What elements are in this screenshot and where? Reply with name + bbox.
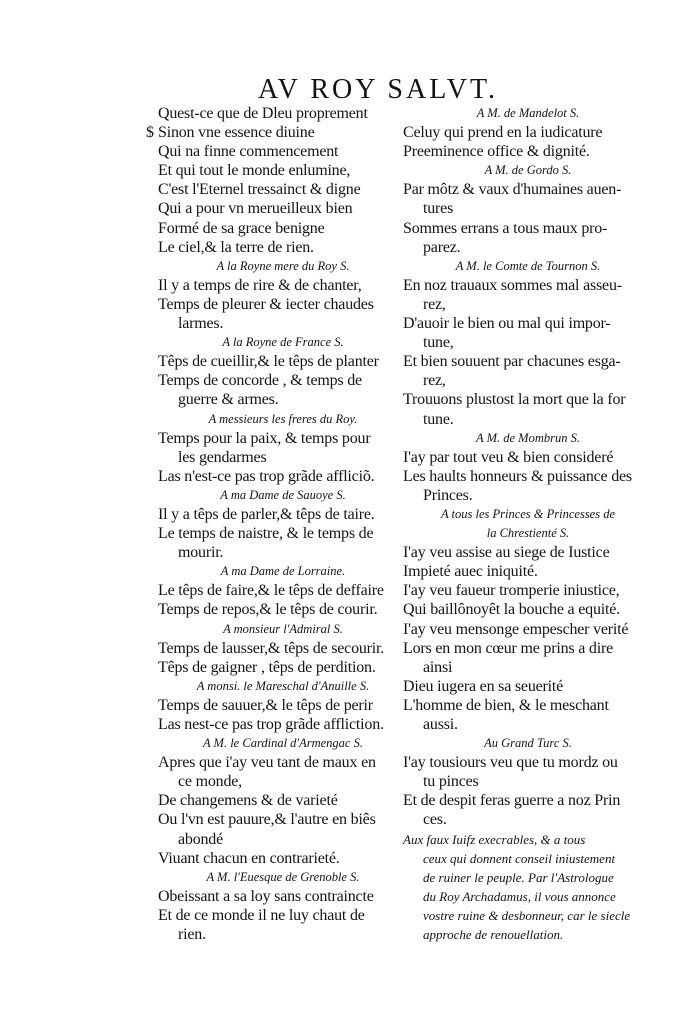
verse-line: Sommes errans a tous maux pro- [403,219,608,237]
verse-line-continued: les gendarmes [178,448,267,466]
verse-line: Il y a temps de rire & de chanter, [158,276,362,294]
verse-line: Le temps de naistre, & le temps de [158,525,374,543]
verse-line: Trouuons plustost la mort que la for [403,391,626,409]
verse-line: En noz trauaux sommes mal asseu- [403,276,622,294]
dedication-heading: A M. de Mombrun S. [476,430,580,445]
verse-line: Temps de concorde , & temps de [158,372,362,390]
verse-line: Par môtz & vaux d'humaines auen- [403,181,622,199]
verse-line: Las nest-ce pas trop grãde affliction. [158,716,384,733]
dedication-heading: A monsieur l'Admiral S. [223,621,343,636]
verse-line-continued: tune, [423,334,454,352]
right-column [403,104,653,944]
verse-line: Temps de sauuer,& le têps de perir [158,696,373,714]
verse-line: Têps de cueillir,& le têps de planter [158,353,379,371]
verse-line: I'ay par tout veu & bien consideré [403,448,614,466]
italic-note-line: approche de renouellation. [423,926,564,942]
dedication-heading: A M. de Gordo S. [484,163,572,178]
verse-line: Formé de sa grace benigne [158,219,325,237]
verse-line-continued: abondé [178,830,224,848]
verse-line: Il y a têps de parler,& têps de taire. [158,505,375,523]
dedication-heading: A M. de Mandelot S. [476,106,580,120]
verse-line: Lors en mon cœur me prins a dire [403,639,613,657]
verse-line: Temps de repos,& le têps de courir. [158,601,378,619]
verse-line: Temps de lausser,& têps de secourir. [158,639,385,657]
margin-mark: $ [146,124,154,141]
verse-line: Qui a pour vn merueilleux bien [158,200,353,218]
verse-line-continued: guerre & armes. [178,391,279,409]
dedication-heading: A ma Dame de Sauoye S. [220,487,346,502]
verse-line: Las n'est-ce pas trop grãde affliciõ. [158,467,375,485]
verse-line-continued: ces. [423,811,447,829]
verse-line: Sinon vne essence diuine [158,124,315,142]
verse-line: Les haults honneurs & puissance des [403,467,632,485]
dedication-heading: A M. le Cardinal d'Armengac S. [203,736,363,751]
verse-line-continued: Princes. [423,486,473,504]
verse-line: Têps de gaigner , têps de perdition. [158,658,376,676]
verse-line-continued: tu pinces [423,773,479,791]
verse-line: Ou l'vn est pauure,& l'autre en biês [158,811,376,829]
verse-line: Dieu iugera en sa seuerité [403,677,564,695]
dedication-heading: A M. le Comte de Tournon S. [455,258,601,273]
verse-line-continued: ce monde, [178,773,242,791]
verse-line-continued: ainsi [423,658,453,676]
verse-line: I'ay veu assise au siege de Iustice [403,544,610,562]
dedication-heading: Au Grand Turc S. [484,736,572,751]
verse-line: L'homme de bien, & le meschant [403,696,609,714]
verse-line: I'ay veu faueur tromperie iniustice, [403,582,620,600]
verse-line: Quest-ce que de Dleu proprement [158,105,368,122]
verse-line: Obeissant a sa loy sans contraincte [158,887,374,905]
dedication-heading: la Chrestienté S. [486,526,570,541]
verse-line-continued: rez, [423,295,446,313]
verse-line: Le têps de faire,& le têps de deffaire [158,582,384,600]
dedication-heading: A tous les Princes & Princesses de [440,506,616,521]
italic-note-line: du Roy Archadamus, il vous annonce [423,888,616,904]
verse-line: Le ciel,& la terre de rien. [158,238,314,256]
verse-line: Qui na finne commencement [158,143,339,161]
verse-line: Viuant chacun en contrarieté. [158,849,340,867]
verse-line-continued: parez. [423,238,461,256]
verse-line: Preeminence office & dignité. [403,143,590,161]
verse-line: Et qui tout le monde enlumine, [158,162,351,180]
dedication-heading: A ma Dame de Lorraine. [220,564,346,579]
verse-line: Et de ce monde il ne luy chaut de [158,906,365,924]
running-header: AV ROY SALVT. [258,74,498,105]
verse-line-continued: mourir. [178,544,224,562]
dedication-heading: A monsi. le Mareschal d'Anuille S. [196,678,370,693]
verse-line-continued: aussi. [423,716,458,733]
dedication-heading: A la Royne de France S. [222,335,344,350]
dedication-heading: A la Royne mere du Roy S. [216,258,350,273]
verse-line-continued: tune. [423,410,454,428]
verse-line: C'est l'Eternel tressainct & digne [158,181,361,199]
verse-line: Temps de pleurer & iecter chaudes [158,295,374,313]
italic-note-line: ceux qui donnent conseil iniustement [423,850,616,866]
italic-note-line: vostre ruine & desbonneur, car le siecle [423,907,631,923]
verse-line: I'ay tousiours veu que tu mordz ou [403,754,618,772]
verse-line: Qui baillônoyêt la bouche a equité. [403,601,620,619]
dedication-heading: A M. l'Euesque de Grenoble S. [206,869,360,884]
verse-line: D'auoir le bien ou mal qui impor- [403,315,611,333]
dedication-heading: A messieurs les freres du Roy. [208,411,358,426]
verse-line: Impieté auec iniquité. [403,563,538,581]
verse-line: Et bien souuent par chacunes esga- [403,353,621,371]
verse-line: I'ay veu mensonge empescher verité [403,620,629,638]
left-column [158,104,408,944]
italic-note-line: Aux faux Iuifz execrables, & a tous [403,831,586,847]
verse-line: De changemens & de varieté [158,792,338,810]
verse-line: Et de despit feras guerre a noz Prin [403,792,621,810]
verse-line: Celuy qui prend en la iudicature [403,124,603,142]
verse-line-continued: larmes. [178,315,224,333]
verse-line: Apres que i'ay veu tant de maux en [158,754,376,772]
italic-note-line: de ruiner le peuple. Par l'Astrologue [423,869,614,885]
verse-line-continued: rez, [423,372,446,390]
verse-line-continued: tures [423,200,454,218]
verse-line: Temps pour la paix, & temps pour [158,429,371,447]
verse-line-continued: rien. [178,926,206,944]
